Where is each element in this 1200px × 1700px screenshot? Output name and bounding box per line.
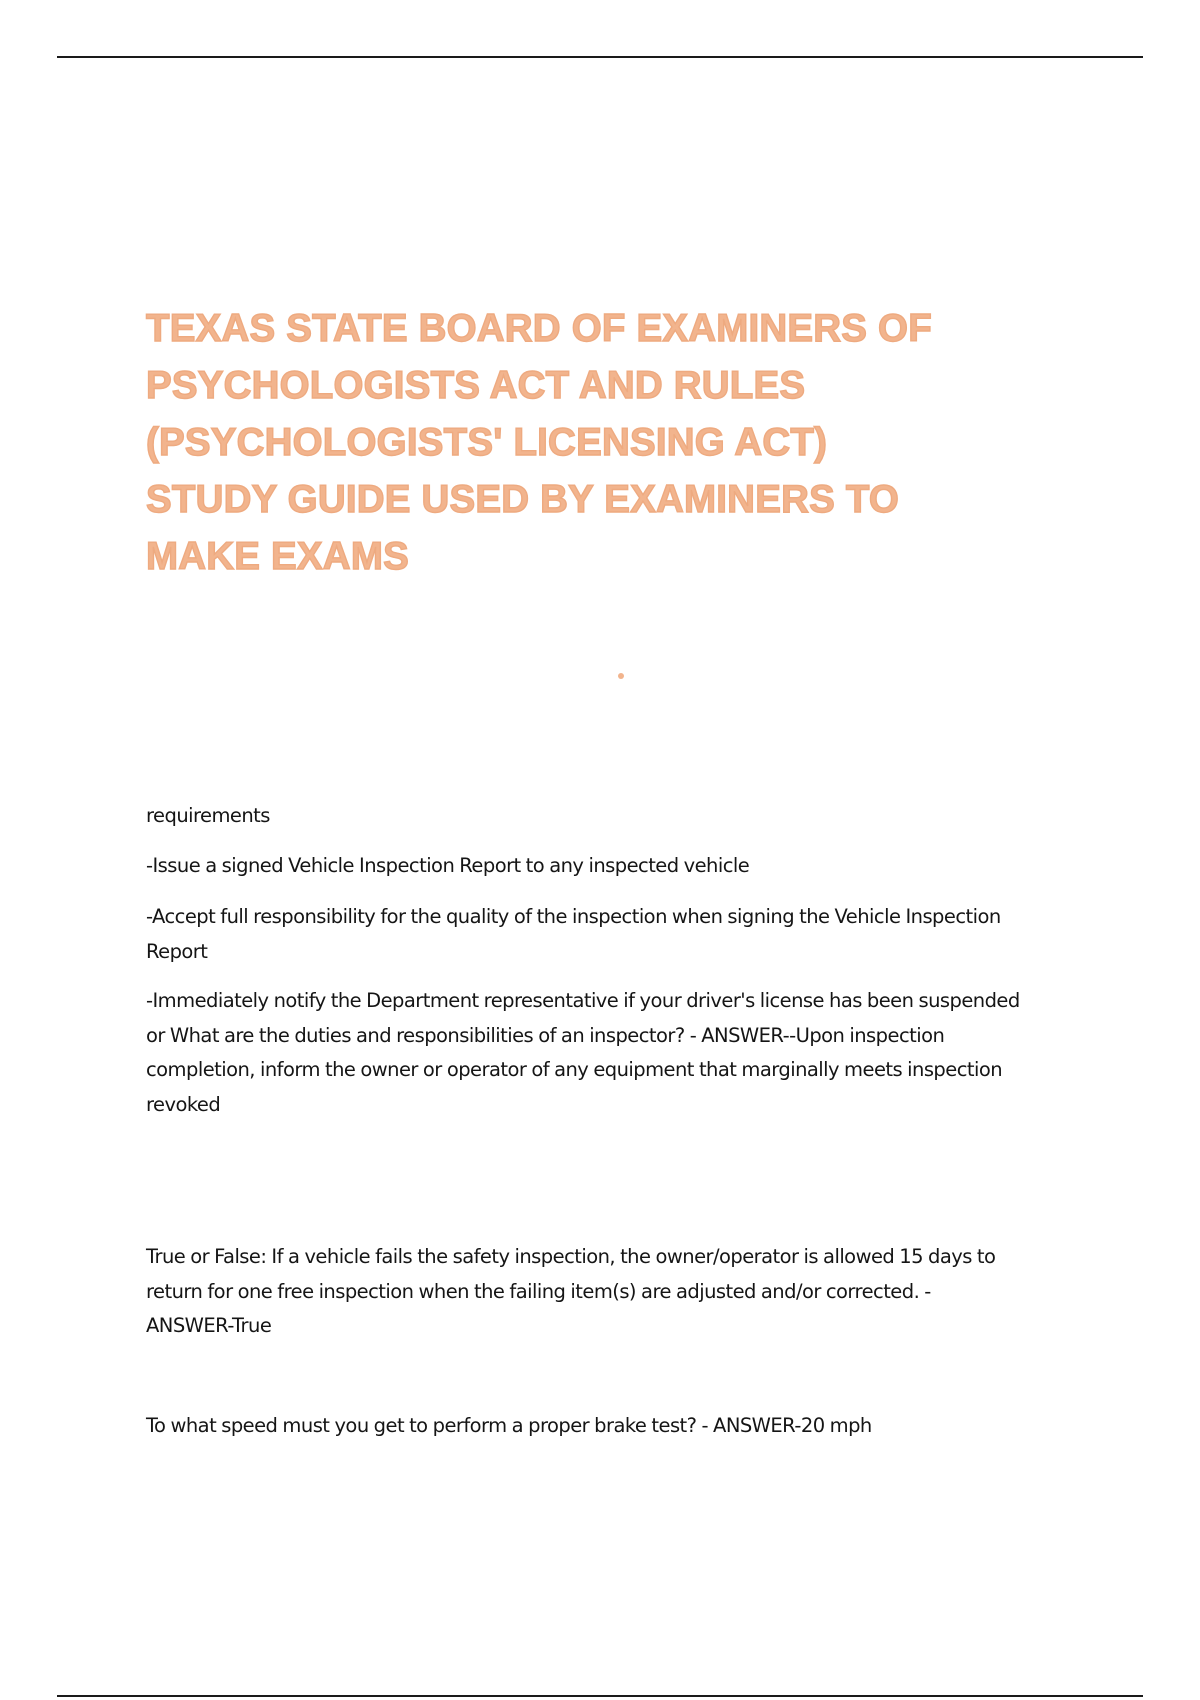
text-line: -Immediately notify the Department representative if your driver's license has been suspended — [146, 989, 1020, 1012]
question-brake-test-speed — [146, 1409, 1091, 1444]
title-line: TEXAS STATE BOARD OF EXAMINERS OF — [146, 307, 932, 350]
text-line: -Accept full responsibility for the quality of the inspection when signing the Vehicle Inspection — [146, 905, 1001, 928]
text-line: return for one free inspection when the failing item(s) are adjusted and/or corrected. - — [146, 1279, 931, 1303]
title-line: (PSYCHOLOGISTS' LICENSING ACT) — [146, 421, 828, 464]
text-line: completion, inform the owner or operator of any equipment that marginally meets inspection — [146, 1058, 1003, 1081]
text-line: -Issue a signed Vehicle Inspection Report to any inspected vehicle — [146, 854, 750, 877]
top-rule — [57, 56, 1143, 58]
bottom-rule — [57, 1695, 1143, 1697]
decorative-dot — [618, 673, 624, 679]
text-line: revoked — [146, 1092, 221, 1116]
text-line: or What are the duties and responsibilities of an inspector? - ANSWER--Upon inspection — [146, 1023, 945, 1047]
title-line: MAKE EXAMS — [146, 535, 409, 578]
text-line: requirements — [146, 804, 270, 827]
text-line: ANSWER-True — [146, 1314, 272, 1337]
text-line: True or False: If a vehicle fails the safety inspection, the owner/operator is allowed 15 days to — [146, 1245, 996, 1268]
document-title — [146, 300, 1106, 585]
paragraph-accept-responsibility — [146, 900, 1091, 969]
title-line: PSYCHOLOGISTS ACT AND RULES — [146, 364, 806, 407]
paragraph-issue-report — [146, 849, 1091, 884]
text-line: To what speed must you get to perform a proper brake test? - ANSWER-20 mph — [146, 1414, 872, 1437]
paragraph-notify-department — [146, 984, 1091, 1122]
text-line: Report — [146, 939, 208, 963]
title-line: STUDY GUIDE USED BY EXAMINERS TO — [146, 478, 900, 521]
question-free-reinspection — [146, 1240, 1091, 1344]
paragraph-requirements — [146, 799, 1091, 834]
